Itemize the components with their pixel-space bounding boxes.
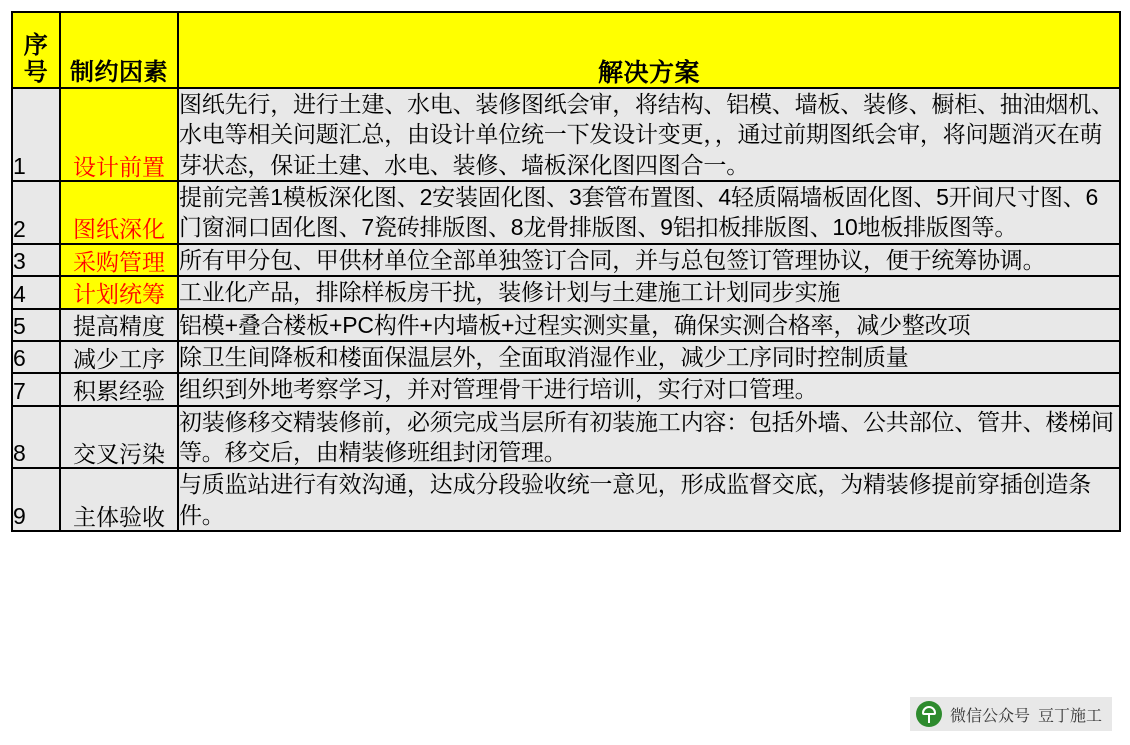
row-number: 8 — [12, 406, 60, 469]
table-row — [12, 309, 1120, 341]
row-solution: 图纸先行，进行土建、水电、装修图纸会审，将结构、铝模、墙板、装修、橱柜、抽油烟机、水电等相关问题汇总，由设计单位统一下发设计变更，，通过前期图纸会审，将问题消灭在萌芽状态，保证土建、水电、装修、墙板深化图四图合一。 — [178, 88, 1120, 181]
table-row — [12, 406, 1120, 469]
row-number: 7 — [12, 373, 60, 405]
row-factor: 提高精度 — [60, 309, 178, 341]
table-row — [12, 468, 1120, 531]
wechat-logo-icon — [916, 701, 942, 727]
row-number: 9 — [12, 468, 60, 531]
row-solution: 提前完善1模板深化图、2安装固化图、3套管布置图、4轻质隔墙板固化图、5开间尺寸图、6门窗洞口固化图、7瓷砖排版图、8龙骨排版图、9铝扣板排版图、10地板排版图等。 — [178, 181, 1120, 244]
table-row — [12, 88, 1120, 181]
row-number: 2 — [12, 181, 60, 244]
row-solution: 所有甲分包、甲供材单位全部单独签订合同，并与总包签订管理协议，便于统筹协调。 — [178, 244, 1120, 276]
table-row — [12, 276, 1120, 308]
row-number: 4 — [12, 276, 60, 308]
row-solution: 铝模+叠合楼板+PC构件+内墙板+过程实测实量，确保实测合格率，减少整改项 — [178, 309, 1120, 341]
watermark-label: 微信公众号 — [949, 707, 1030, 725]
row-solution: 除卫生间降板和楼面保温层外，全面取消湿作业，减少工序同时控制质量 — [178, 341, 1120, 373]
table-body — [12, 88, 1120, 531]
row-factor: 图纸深化 — [60, 181, 178, 244]
row-solution: 工业化产品，排除样板房干扰，装修计划与土建施工计划同步实施 — [178, 276, 1120, 308]
column-header-factor: 制约因素 — [60, 12, 178, 88]
table-row — [12, 341, 1120, 373]
table-header — [12, 12, 1120, 88]
row-solution: 与质监站进行有效沟通，达成分段验收统一意见，形成监督交底，为精装修提前穿插创造条件。 — [178, 468, 1120, 531]
row-factor: 减少工序 — [60, 341, 178, 373]
row-factor: 采购管理 — [60, 244, 178, 276]
row-number: 3 — [12, 244, 60, 276]
row-solution: 初装修移交精装修前，必须完成当层所有初装施工内容：包括外墙、公共部位、管井、楼梯间等。移交后，由精装修班组封闭管理。 — [178, 406, 1120, 469]
table-row — [12, 244, 1120, 276]
watermark-account-name: 豆丁施工 — [1037, 707, 1102, 725]
watermark-badge — [910, 697, 1112, 731]
row-factor: 交叉污染 — [60, 406, 178, 469]
column-header-solution: 解决方案 — [178, 12, 1120, 88]
row-number: 5 — [12, 309, 60, 341]
table-row — [12, 373, 1120, 405]
document-page — [0, 11, 1130, 745]
row-factor: 计划统筹 — [60, 276, 178, 308]
row-factor: 积累经验 — [60, 373, 178, 405]
row-number: 6 — [12, 341, 60, 373]
row-factor: 设计前置 — [60, 88, 178, 181]
row-number: 1 — [12, 88, 60, 181]
table-row — [12, 181, 1120, 244]
table-header-row — [12, 12, 1120, 88]
row-solution: 组织到外地考察学习，并对管理骨干进行培训，实行对口管理。 — [178, 373, 1120, 405]
row-factor: 主体验收 — [60, 468, 178, 531]
column-header-no: 序号 — [12, 12, 60, 88]
constraints-solutions-table — [11, 11, 1121, 532]
